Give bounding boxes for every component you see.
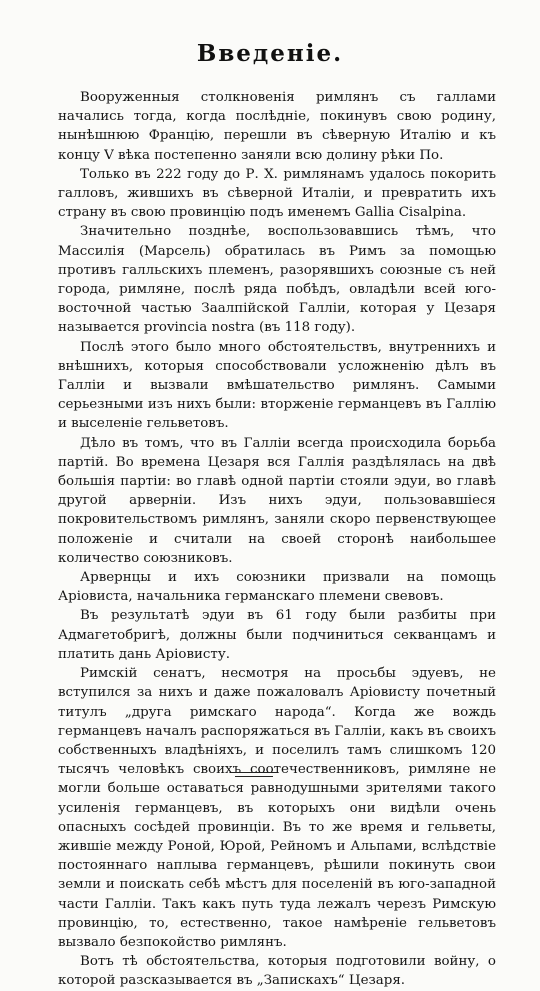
chapter-body bbox=[58, 88, 496, 991]
decorative-divider bbox=[231, 772, 277, 773]
paragraph: Значительно позднѣе, воспользовавшись тѣмъ, что Массилія (Марсель) обратилась въ Римъ за помощью противъ галльскихъ племенъ, разорявшихъ союзные съ ней города, римляне, послѣ ряда побѣдъ, овладѣли всей юго-восточной частью Заалпійской Галліи, которая у Цезаря называется provincia nostra (въ 118 году). bbox=[58, 224, 496, 336]
paragraph: Послѣ этого было много обстоятельствъ, внутреннихъ и внѣшнихъ, которыя способствовали усложненію дѣлъ въ Галліи и вызвали вмѣшательство римлянъ. Самыми серьезными изъ нихъ были: вторженіе германцевъ въ Галлію и выселеніе гельветовъ. bbox=[58, 339, 496, 432]
paragraph: Дѣло въ томъ, что въ Галліи всегда происходила борьба партій. Во времена Цезаря вся Галлія раздѣлялась на двѣ большія партіи: во главѣ одной партіи стояли эдуи, во главѣ другой арверніи. Изъ нихъ эдуи, пользовавшіеся покровительствомъ римлянъ, заняли скоро первенствующее положеніе и считали на своей сторонѣ наибольшее количество союзниковъ. bbox=[58, 435, 496, 566]
paragraph: Вотъ тѣ обстоятельства, которыя подготовили войну, о которой разсказывается въ „Запискахъ“ Цезаря. bbox=[58, 954, 496, 989]
paragraph: Въ результатѣ эдуи въ 61 году были разбиты при Адмагетобригѣ, должны были подчиниться секванцамъ и платить дань Аріовисту. bbox=[58, 608, 496, 662]
paragraph: Только въ 222 году до Р. Х. римлянамъ удалось покорить галловъ, жившихъ въ сѣверной Италіи, и превратить ихъ страну въ свою провинцію подъ именемъ Gallia Cisalpina. bbox=[58, 166, 496, 221]
paragraph: Римскій сенатъ, несмотря на просьбы эдуевъ, не вступился за нихъ и даже пожаловалъ Аріовисту почетный титулъ „друга римскаго народа“. Когда же вождь германцевъ началъ распоряжаться въ Галліи, какъ въ своихъ собственныхъ владѣніяхъ, и поселилъ тамъ слишкомъ 120 тысячъ человѣкъ своихъ соотечественниковъ, римляне не могли больше оставаться равнодушными зрителями такого усиленія германцевъ, въ которыхъ они видѣли очень опасныхъ сосѣдей провинціи. Въ то же время и гельветы, жившіе между Роной, Юрой, Рейномъ и Альпами, вслѣдствіе постояннаго наплыва германцевъ, рѣшили покинуть свои земли и поискать себѣ мѣстъ для поселеній въ юго-западной части Галліи. Такъ какъ путь туда лежалъ черезъ Римскую провинцію, то, естественно, такое намѣреніе гельветовъ вызвало безпокойство римлянъ. bbox=[58, 666, 496, 950]
paragraph: Арвернцы и ихъ союзники призвали на помощь Аріовиста, начальника германскаго племени свевовъ. bbox=[58, 570, 496, 605]
paragraph: Вооруженныя столкновенія римлянъ съ галлами начались тогда, когда послѣдніе, покинувъ свою родину, нынѣшнюю Францію, перешли въ сѣверную Италію и къ концу V вѣка постепенно заняли всю долину рѣки По. bbox=[58, 90, 496, 163]
chapter-title: Введеніе. bbox=[196, 40, 344, 67]
